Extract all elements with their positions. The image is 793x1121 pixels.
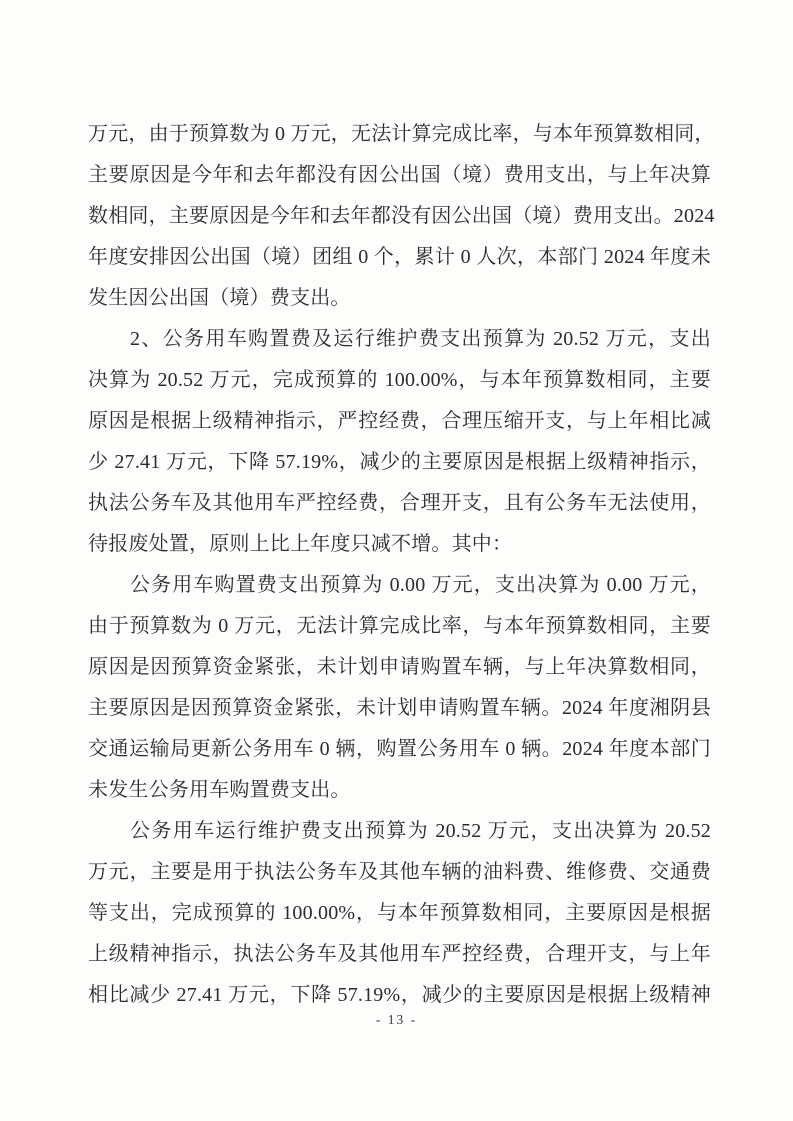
text-line: 万元，主要是用于执法公务车及其他车辆的油料费、维修费、交通费: [88, 861, 711, 883]
text-line: 主要原因是今年和去年都没有因公出国（境）费用支出，与上年决算: [88, 164, 711, 186]
text-line: 原因是根据上级精神指示，严控经费，合理压缩开支，与上年相比减: [88, 410, 711, 432]
text-line: 数相同，主要原因是今年和去年都没有因公出国（境）费用支出。2024: [88, 205, 715, 227]
body-text: [88, 114, 715, 1016]
text-line: 年度安排因公出国（境）团组 0 个，累计 0 人次，本部门 2024 年度未: [88, 246, 711, 268]
text-line: 公务用车购置费支出预算为 0.00 万元，支出决算为 0.00 万元，: [130, 574, 711, 596]
text-line: 由于预算数为 0 万元，无法计算完成比率，与本年预算数相同，主要: [88, 615, 711, 637]
text-line: 上级精神指示，执法公务车及其他用车严控经费，合理开支，与上年: [88, 943, 711, 965]
text-line: 待报废处置，原则上比上年度只减不增。其中：: [88, 533, 513, 555]
text-line: 执法公务车及其他用车严控经费，合理开支，且有公务车无法使用，: [88, 492, 711, 514]
text-line: 原因是因预算资金紧张，未计划申请购置车辆，与上年决算数相同，: [88, 656, 711, 678]
text-line: 主要原因是因预算资金紧张，未计划申请购置车辆。2024 年度湘阴县: [88, 697, 711, 719]
text-line: 决算为 20.52 万元，完成预算的 100.00%，与本年预算数相同，主要: [88, 369, 711, 391]
text-line: 等支出，完成预算的 100.00%，与本年预算数相同，主要原因是根据: [88, 902, 711, 924]
text-line: 相比减少 27.41 万元，下降 57.19%，减少的主要原因是根据上级精神: [88, 984, 711, 1006]
text-line: 2、公务用车购置费及运行维护费支出预算为 20.52 万元，支出: [130, 328, 711, 350]
text-line: 公务用车运行维护费支出预算为 20.52 万元，支出决算为 20.52: [130, 820, 711, 842]
page-number: - 13 -: [375, 1012, 418, 1027]
text-line: 万元，由于预算数为 0 万元，无法计算完成比率，与本年预算数相同，: [88, 123, 715, 145]
text-line: 未发生公务用车购置费支出。: [88, 779, 351, 801]
text-line: 发生因公出国（境）费支出。: [88, 287, 351, 309]
page-footer: [0, 1011, 793, 1029]
text-line: 交通运输局更新公务用车 0 辆，购置公务用车 0 辆。2024 年度本部门: [88, 738, 711, 760]
text-line: 少 27.41 万元，下降 57.19%，减少的主要原因是根据上级精神指示，: [88, 451, 711, 473]
